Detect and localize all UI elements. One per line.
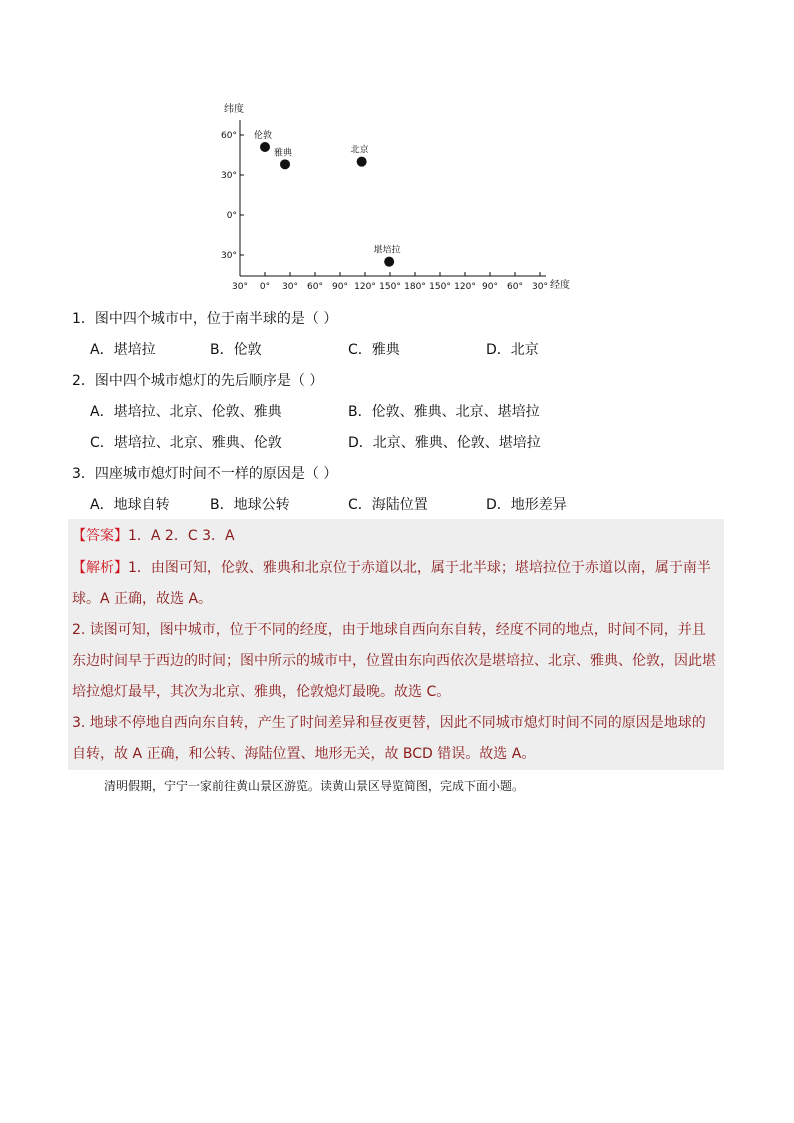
q1-option-c[interactable]: C．雅典	[348, 342, 400, 358]
q2-option-a[interactable]: A．堪培拉、北京、伦敦、雅典	[90, 404, 282, 420]
q2-option-c[interactable]: C．堪培拉、北京、雅典、伦敦	[90, 435, 282, 451]
city-label: 堪培拉	[373, 245, 401, 256]
x-tick-label: 30°	[282, 282, 298, 292]
q1-option-a[interactable]: A．堪培拉	[90, 342, 156, 358]
analysis-line-1	[72, 558, 711, 578]
q2-option-b[interactable]: B．伦敦、雅典、北京、堪培拉	[348, 404, 540, 420]
answer-label: 【答案】	[72, 528, 128, 544]
city-label: 伦敦	[253, 131, 273, 141]
x-tick-label: 150°	[379, 282, 401, 292]
q3-option-b[interactable]: B．地球公转	[210, 497, 290, 513]
x-tick-label: 0°	[259, 282, 271, 292]
analysis-text-1: 1．由图可知，伦敦、雅典和北京位于赤道以北，属于北半球；堪培拉位于赤道以南，属于南半	[128, 560, 711, 576]
x-tick-label: 90°	[332, 282, 348, 292]
analysis-line-3: 2. 读图可知，图中城市，位于不同的经度，由于地球自西向东自转，经度不同的地点，时间不同，并且	[72, 622, 706, 638]
x-tick-label: 30°	[532, 282, 548, 292]
question-2-stem: 2．图中四个城市熄灯的先后顺序是（ ）	[72, 373, 324, 389]
x-tick-label: 90°	[482, 282, 498, 292]
y-axis-title: 纬度	[224, 104, 244, 115]
answer-line	[72, 526, 235, 546]
x-tick-label: 120°	[354, 282, 376, 292]
city-point	[357, 157, 367, 167]
x-axis-title: 经度	[550, 280, 570, 291]
q1-option-b[interactable]: B．伦敦	[210, 342, 262, 358]
city-label: 雅典	[273, 148, 293, 159]
x-tick-label: 60°	[507, 282, 523, 292]
q3-option-a[interactable]: A．地球自转	[90, 497, 170, 513]
city-point	[260, 142, 270, 152]
y-tick-label: 30°	[221, 251, 237, 261]
x-tick-label: 120°	[454, 282, 476, 292]
city-location-figure	[220, 98, 580, 298]
city-point	[280, 159, 290, 169]
y-tick-label: 0°	[226, 211, 237, 221]
analysis-line-5: 培拉熄灯最早，其次为北京、雅典，伦敦熄灯最晚。故选 C。	[72, 684, 451, 700]
q3-option-d[interactable]: D．地形差异	[486, 497, 567, 513]
next-section-intro: 清明假期，宁宁一家前往黄山景区游览。读黄山景区导览简图，完成下面小题。	[104, 779, 525, 793]
x-tick-label: 180°	[404, 282, 426, 292]
question-3-stem: 3．四座城市熄灯时间不一样的原因是（ ）	[72, 466, 338, 482]
y-tick-label: 60°	[221, 131, 237, 141]
city-label: 北京	[350, 145, 369, 156]
analysis-label: 【解析】	[72, 560, 128, 576]
analysis-line-2: 球。A 正确，故选 A。	[72, 591, 213, 607]
city-point	[384, 257, 394, 267]
x-tick-label: 30°	[232, 282, 248, 292]
answer-text: 1．A 2．C 3．A	[128, 528, 235, 544]
question-1-stem: 1．图中四个城市中，位于南半球的是（ ）	[72, 311, 338, 327]
x-tick-label: 60°	[307, 282, 323, 292]
y-tick-label: 30°	[221, 171, 237, 181]
q2-option-d[interactable]: D．北京、雅典、伦敦、堪培拉	[348, 435, 541, 451]
analysis-line-6: 3. 地球不停地自西向东自转，产生了时间差异和昼夜更替，因此不同城市熄灯时间不同的原因是地球的	[72, 715, 706, 731]
q1-option-d[interactable]: D．北京	[486, 342, 539, 358]
analysis-line-7: 自转，故 A 正确，和公转、海陆位置、地形无关，故 BCD 错误。故选 A。	[72, 746, 536, 762]
q3-option-c[interactable]: C．海陆位置	[348, 497, 428, 513]
analysis-line-4: 东边时间早于西边的时间；图中所示的城市中，位置由东向西依次是堪培拉、北京、雅典、伦敦，因此堪	[72, 653, 716, 669]
x-tick-label: 150°	[429, 282, 451, 292]
